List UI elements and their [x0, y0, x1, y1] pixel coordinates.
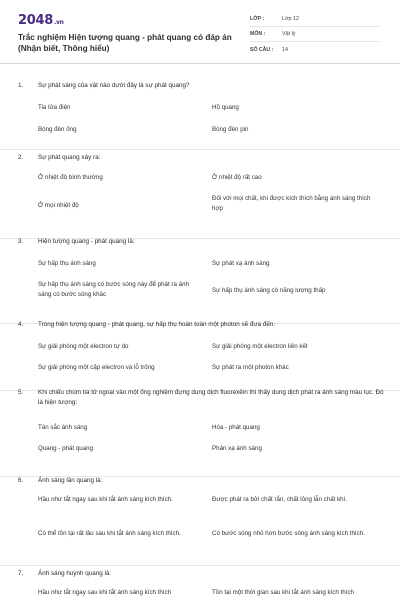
question-stem: [18, 237, 388, 247]
question-4: [0, 321, 400, 391]
quiz-meta-box: [250, 12, 380, 57]
option-a[interactable]: Tia lửa điện: [38, 104, 71, 111]
question-text: Hiện tượng quang - phát quang là:: [38, 238, 135, 245]
meta-label: MÔN :: [250, 31, 266, 37]
meta-row-subject: [250, 27, 380, 42]
option-d[interactable]: Phản xạ ánh sáng: [212, 445, 262, 452]
option-d[interactable]: Bóng đèn pin: [212, 126, 249, 133]
question-3: [0, 239, 400, 324]
option-c[interactable]: Bóng đèn ống: [38, 126, 77, 133]
question-stem: [18, 388, 388, 408]
question-number: 6.: [18, 477, 24, 484]
option-d[interactable]: Có bước sóng nhỏ hơn bước sóng ánh sáng kích thích.: [212, 530, 365, 537]
option-b[interactable]: Hồ quang: [212, 104, 239, 111]
meta-label: LỚP :: [250, 16, 265, 22]
question-number: 7.: [18, 570, 24, 577]
option-d[interactable]: Đối với mọi chất, khi được kích thích bằng ánh sáng thích hợp: [212, 195, 371, 212]
question-text: Trong hiện tượng quang - phát quang, sự hấp thụ hoàn toàn một photon sẽ đưa đến:: [38, 321, 276, 328]
question-6: [0, 477, 400, 566]
quiz-title: Trắc nghiệm Hiện tượng quang - phát quang có đáp án (Nhận biết, Thông hiểu): [18, 33, 232, 53]
option-c[interactable]: Có thể tồn tại rất lâu sau khi tắt ánh sáng kích thích.: [38, 530, 181, 537]
question-number: 5.: [18, 389, 24, 396]
question-text: Khi chiếu chùm tia tử ngoại vào một ống nghiệm đựng dung dịch fluorexêin thì thấy dung dịch phát ra ánh sáng màu lục. Đó là hiện tượng:: [38, 389, 384, 406]
question-stem: [18, 476, 388, 486]
page-header: [0, 0, 400, 64]
meta-label: SỐ CÂU :: [250, 46, 274, 53]
logo-suffix: .vn: [53, 19, 64, 26]
option-b[interactable]: Tồn tại một thời gian sau khi tắt ánh sáng kích thích: [212, 589, 354, 596]
option-d[interactable]: Sự phát ra một photon khác: [212, 364, 289, 371]
meta-value: Vật lý: [282, 31, 296, 37]
question-7: [0, 566, 400, 600]
option-a[interactable]: Hầu như tắt ngay sau khi tắt ánh sáng kích thích: [38, 589, 172, 596]
question-number: 1.: [18, 82, 24, 89]
question-number: 4.: [18, 321, 24, 328]
question-text: Sự phát sáng của vật nào dưới đây là sự phát quang?: [38, 82, 190, 89]
question-number: 3.: [18, 238, 24, 245]
logo-text: 2048: [18, 13, 53, 28]
option-b[interactable]: Ở nhiệt độ rất cao: [212, 174, 262, 181]
option-c[interactable]: Sự hấp thụ ánh sáng có bước sóng này để phát ra ánh sáng có bước sóng khác: [38, 281, 189, 298]
question-text: Ánh sáng huỳnh quang là:: [38, 570, 112, 577]
meta-row-grade: [250, 12, 380, 27]
option-a[interactable]: Ở nhiệt độ bình thường: [38, 174, 103, 181]
option-b[interactable]: Sự phát xạ ánh sáng: [212, 260, 270, 267]
question-stem: [18, 153, 388, 163]
option-c[interactable]: Ở mọi nhiệt độ: [38, 202, 79, 209]
question-text: Sự phát quang xảy ra:: [38, 154, 101, 161]
meta-value: Lớp 12: [282, 16, 300, 22]
question-2: [0, 150, 400, 239]
site-logo[interactable]: [18, 13, 64, 28]
option-b[interactable]: Sự giải phóng một electron liên kết: [212, 343, 308, 350]
option-a[interactable]: Hầu như tắt ngay sau khi tắt ánh sáng kích thích.: [38, 496, 173, 503]
option-b[interactable]: Hóa - phát quang: [212, 424, 260, 431]
option-a[interactable]: Sự giải phóng một electron tự do: [38, 343, 129, 350]
question-text: Ánh sáng lân quang là:: [38, 477, 103, 484]
option-c[interactable]: Sự giải phóng một cặp electron và lỗ trống: [38, 364, 155, 371]
option-a[interactable]: Sự hấp thụ ánh sáng: [38, 260, 96, 267]
question-5: [0, 391, 400, 477]
option-a[interactable]: Tán sắc ánh sáng: [38, 424, 88, 431]
option-d[interactable]: Sự hấp thụ ánh sáng có năng lượng thấp: [212, 287, 326, 294]
question-stem: [18, 81, 388, 91]
question-1: [0, 64, 400, 150]
option-c[interactable]: Quang - phát quang: [38, 445, 94, 452]
meta-row-count: [250, 42, 380, 57]
question-stem: [18, 569, 388, 579]
question-stem: [18, 320, 388, 330]
meta-value: 14: [282, 46, 288, 53]
option-b[interactable]: Được phát ra bởi chất rắn, chất lỏng lẫn chất khí.: [212, 496, 348, 503]
question-number: 2.: [18, 154, 24, 161]
